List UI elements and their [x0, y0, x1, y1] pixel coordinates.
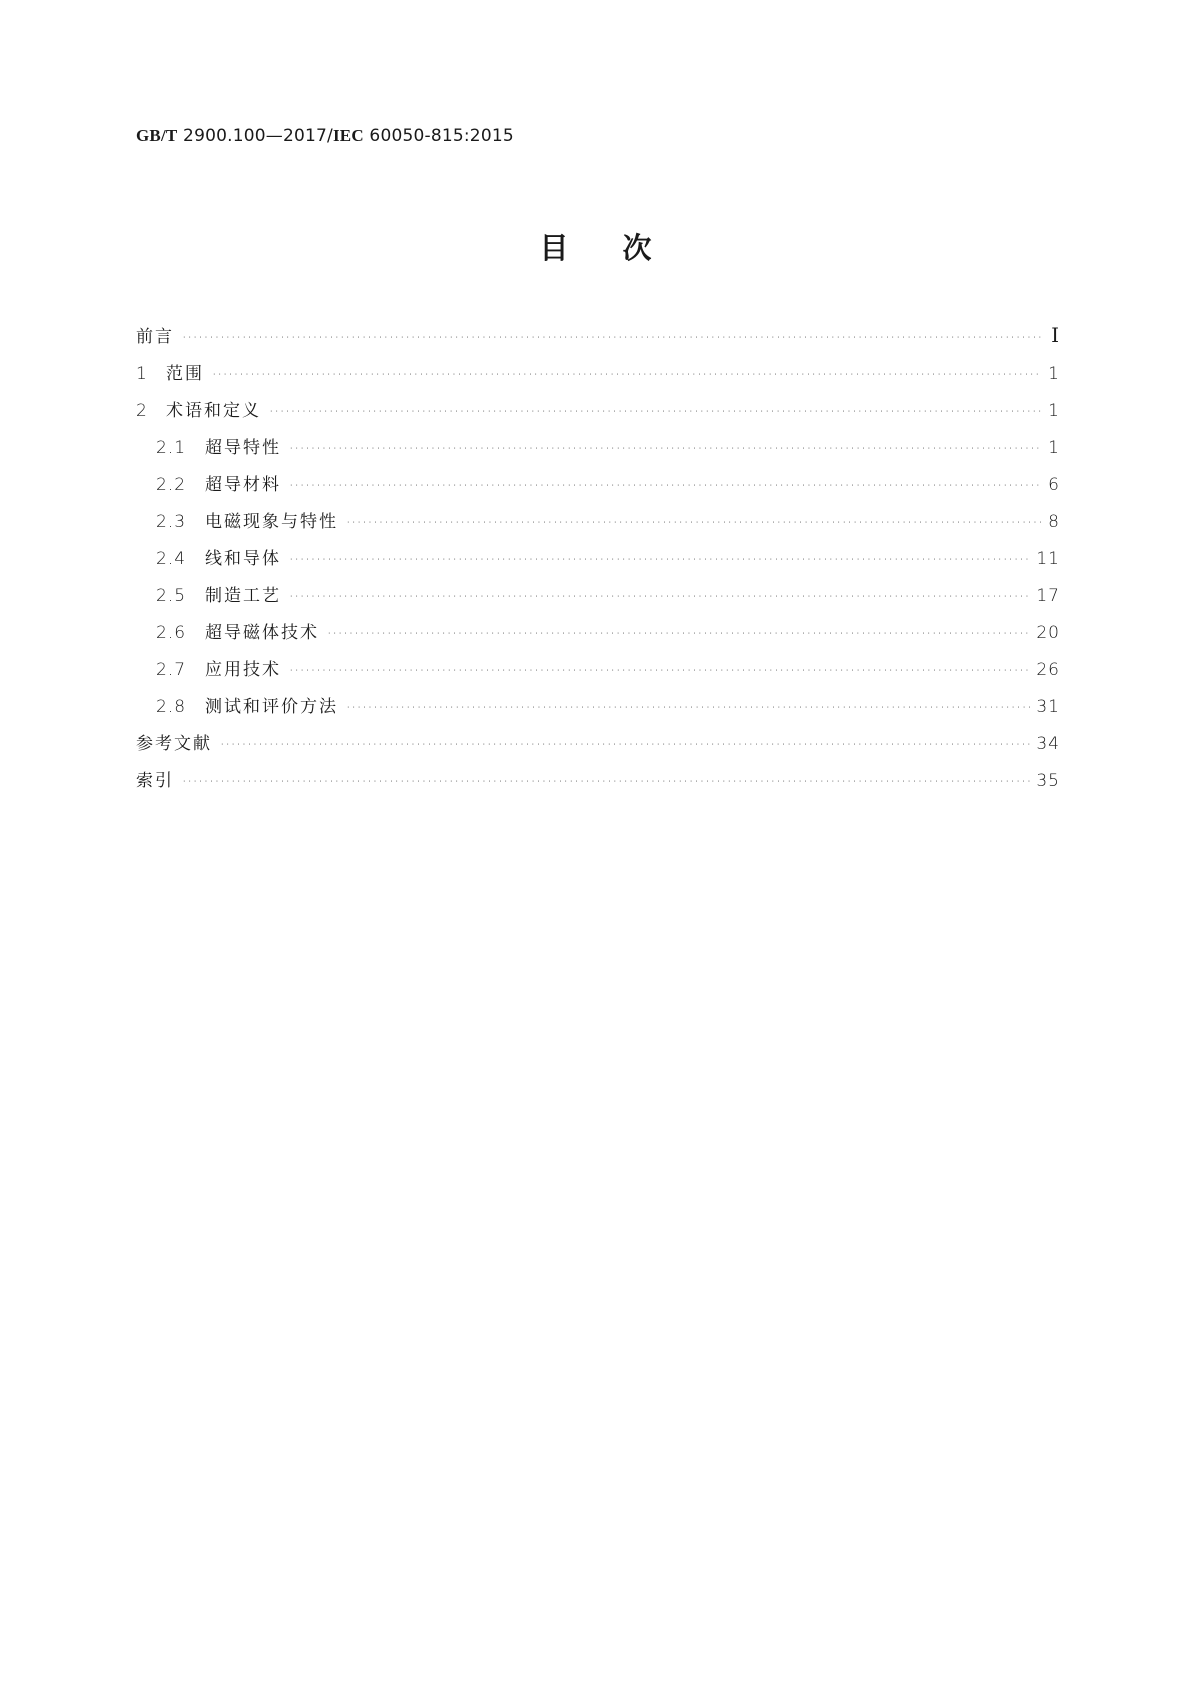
table-of-contents: [136, 322, 1060, 803]
toc-entry-index[interactable]: [136, 766, 1060, 803]
document-header: [136, 126, 514, 146]
toc-entry-bibliography[interactable]: [136, 729, 1060, 766]
toc-entry-number: 2.6: [156, 623, 187, 643]
toc-entry-page: 31: [1036, 697, 1060, 717]
toc-entry-label: 参考文献: [136, 734, 212, 754]
toc-dot-leader: [289, 478, 1042, 494]
toc-entry-label: 制造工艺: [205, 586, 281, 606]
toc-entry-number: 2: [136, 401, 148, 421]
toc-entry-number: 2.7: [156, 660, 187, 680]
toc-entry-page: 34: [1036, 734, 1060, 754]
toc-entry-label: 范围: [166, 364, 204, 384]
toc-entry-number: 2.2: [156, 475, 187, 495]
toc-entry-page: 11: [1036, 549, 1060, 569]
toc-dot-leader: [289, 552, 1030, 568]
toc-dot-leader: [346, 700, 1030, 716]
toc-entry-2-5[interactable]: [136, 581, 1060, 618]
toc-entry-page: 17: [1036, 586, 1060, 606]
toc-entry-number: 2.4: [156, 549, 187, 569]
toc-dot-leader: [212, 367, 1042, 383]
toc-entry-page: 35: [1036, 771, 1060, 791]
toc-dot-leader: [220, 737, 1030, 753]
toc-entry-scope[interactable]: [136, 359, 1060, 396]
toc-entry-page: 6: [1048, 475, 1060, 495]
toc-entry-label: 线和导体: [205, 549, 281, 569]
toc-entry-foreword[interactable]: [136, 322, 1060, 359]
page-title: 目次: [539, 231, 706, 265]
toc-entry-label: 电磁现象与特性: [205, 512, 338, 532]
iec-code: IEC: [332, 126, 364, 145]
toc-entry-label: 术语和定义: [166, 401, 261, 421]
toc-entry-2-6[interactable]: [136, 618, 1060, 655]
toc-entry-2-3[interactable]: [136, 507, 1060, 544]
toc-dot-leader: [182, 330, 1042, 346]
toc-entry-page: 1: [1048, 438, 1060, 458]
toc-dot-leader: [346, 515, 1042, 531]
toc-dot-leader: [289, 663, 1030, 679]
toc-entry-number: 1: [136, 364, 148, 384]
toc-dot-leader: [289, 589, 1030, 605]
toc-entry-number: 2.3: [156, 512, 187, 532]
toc-entry-label: 索引: [136, 771, 174, 791]
toc-entry-2-7[interactable]: [136, 655, 1060, 692]
standard-number: 2900.100—2017/: [183, 126, 333, 146]
toc-entry-page: 1: [1048, 401, 1060, 421]
toc-entry-number: 2.5: [156, 586, 187, 606]
toc-entry-page: Ⅰ: [1051, 323, 1060, 347]
toc-entry-number: 2.1: [156, 438, 187, 458]
toc-entry-2-4[interactable]: [136, 544, 1060, 581]
toc-entry-label: 超导材料: [205, 475, 281, 495]
toc-entry-2-1[interactable]: [136, 433, 1060, 470]
toc-entry-terms[interactable]: [136, 396, 1060, 433]
toc-entry-label: 超导特性: [205, 438, 281, 458]
toc-entry-label: 应用技术: [205, 660, 281, 680]
toc-entry-2-8[interactable]: [136, 692, 1060, 729]
iec-number: 60050-815:2015: [369, 126, 514, 146]
toc-entry-label: 前言: [136, 327, 174, 347]
toc-entry-label: 测试和评价方法: [205, 697, 338, 717]
toc-entry-2-2[interactable]: [136, 470, 1060, 507]
standard-code: GB/T: [136, 126, 178, 145]
toc-dot-leader: [289, 441, 1042, 457]
toc-dot-leader: [182, 774, 1030, 790]
toc-entry-page: 26: [1036, 660, 1060, 680]
toc-entry-page: 8: [1048, 512, 1060, 532]
toc-entry-label: 超导磁体技术: [205, 623, 319, 643]
toc-entry-number: 2.8: [156, 697, 187, 717]
toc-dot-leader: [269, 404, 1042, 420]
toc-entry-page: 1: [1048, 364, 1060, 384]
toc-dot-leader: [327, 626, 1030, 642]
toc-entry-page: 20: [1036, 623, 1060, 643]
